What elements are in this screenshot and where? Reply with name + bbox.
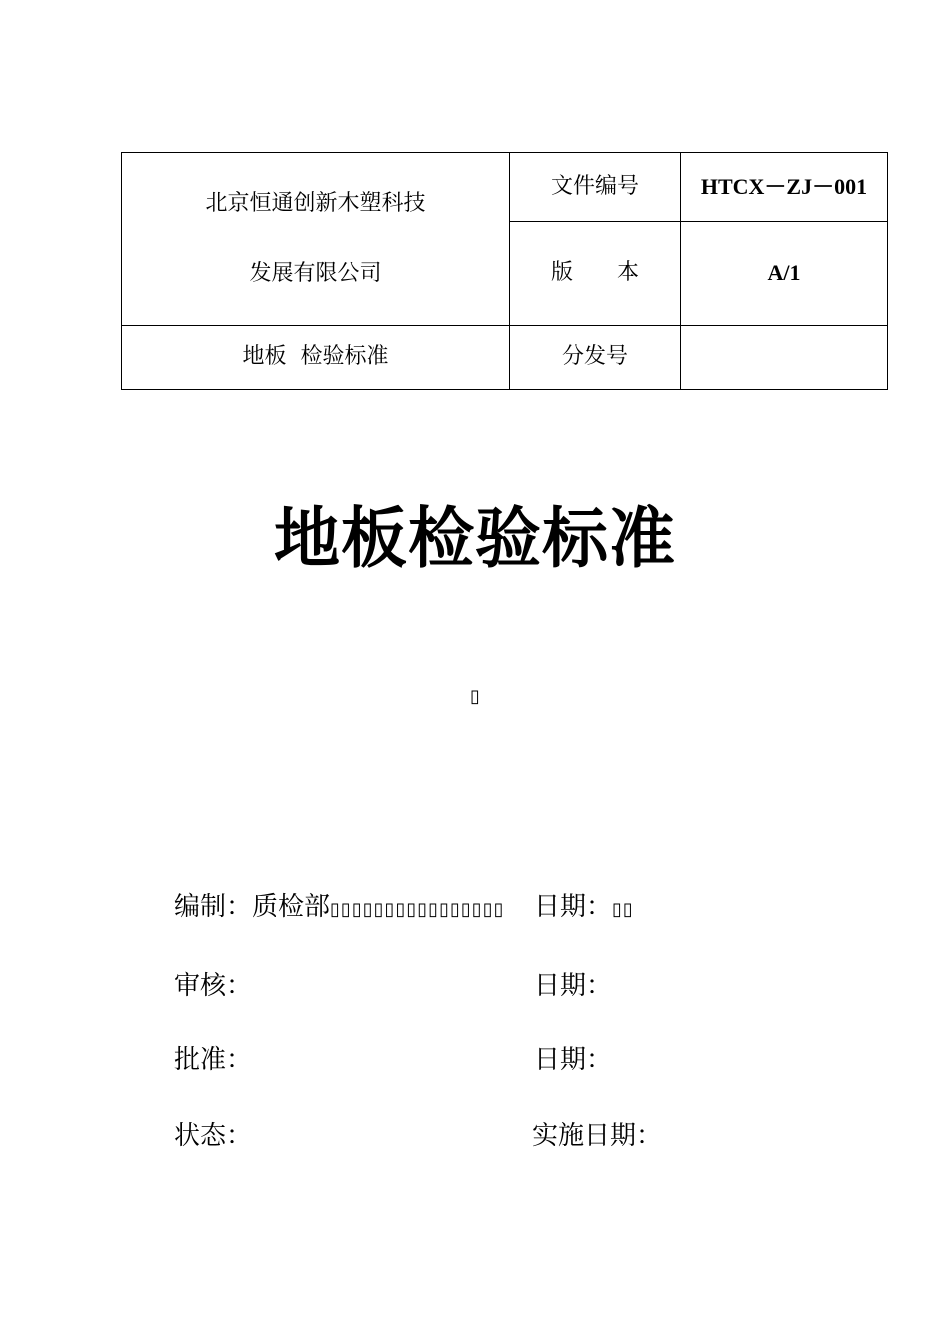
document-header-table — [121, 152, 888, 390]
compiled-date-field — [534, 890, 634, 927]
doc-number-value: HTCX－ZJ－001 — [700, 173, 868, 199]
placeholder-glyph: ▯ — [470, 686, 480, 707]
placeholder-glyphs: ▯▯▯▯▯▯▯▯▯▯▯▯▯▯▯▯ — [330, 899, 505, 920]
approve-date-label: 日期： — [534, 1045, 613, 1075]
doc-number-value-cell — [681, 153, 888, 222]
compiled-field — [174, 890, 505, 927]
review-date-label: 日期： — [534, 971, 613, 1001]
approve-label: 批准： — [174, 1045, 253, 1075]
compiled-date-label: 日期： — [534, 892, 613, 922]
company-name-line2: 发展有限公司 — [249, 261, 382, 286]
version-label — [510, 222, 681, 326]
version-label-a: 版 — [550, 260, 573, 286]
company-name-line1: 北京恒通创新木塑科技 — [205, 190, 426, 216]
status-label: 状态： — [174, 1121, 253, 1151]
sign-row-review — [174, 969, 874, 1003]
compiled-value: 质检部 — [252, 892, 331, 922]
subject-cell: 地板 检验标准 — [122, 326, 510, 390]
version-value: A/1 — [767, 260, 801, 286]
version-value-cell — [681, 222, 888, 326]
implementation-date-label: 实施日期： — [532, 1121, 663, 1151]
company-name-cell — [122, 153, 510, 326]
doc-number-label: 文件编号 — [510, 153, 681, 222]
sign-row-status — [174, 1119, 874, 1153]
placeholder-glyphs-date: ▯▯ — [612, 899, 634, 920]
review-label: 审核： — [174, 971, 253, 1001]
sign-row-compiled — [174, 890, 874, 924]
distribution-value — [681, 326, 888, 390]
compiled-label: 编制： — [174, 892, 253, 922]
distribution-label: 分发号 — [510, 326, 681, 390]
document-title: 地板检验标准 — [274, 500, 676, 577]
sign-row-approve — [174, 1043, 874, 1077]
version-label-b: 本 — [617, 260, 640, 286]
